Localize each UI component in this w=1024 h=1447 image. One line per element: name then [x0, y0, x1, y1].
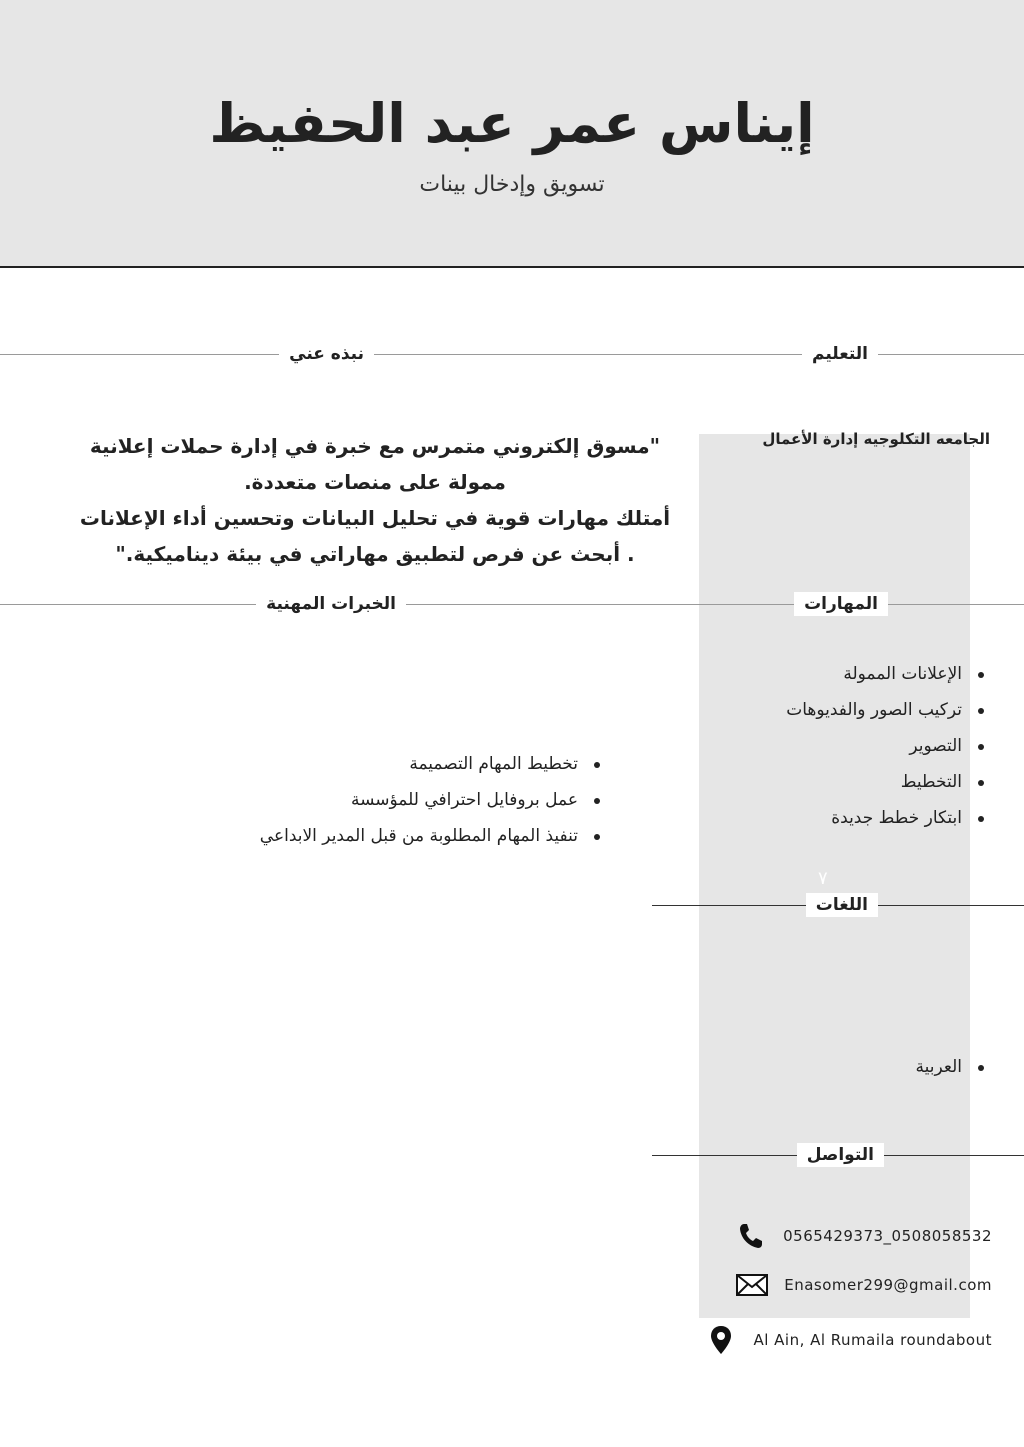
- contact-heading: التواصل: [797, 1143, 884, 1167]
- language-item: العربية: [916, 1049, 988, 1085]
- about-line: . أبحث عن فرص لتطبيق مهاراتي في بيئة ديناميكية.": [115, 542, 635, 566]
- decorative-mark: ٧: [818, 868, 828, 889]
- skill-item: التخطيط: [786, 764, 988, 800]
- education-entry: الجامعه التكلوجيه إدارة الأعمال: [762, 430, 990, 448]
- address: Al Ain, Al Rumaila roundabout: [753, 1331, 992, 1349]
- header-banner: [0, 0, 1024, 268]
- skill-item: التصوير: [786, 728, 988, 764]
- about-line: أمتلك مهارات قوية في تحليل البيانات وتحسين أداء الإعلانات: [79, 506, 671, 530]
- experience-item: عمل بروفايل احترافي للمؤسسة: [260, 782, 604, 818]
- job-title: تسويق وإدخال بينات: [419, 172, 605, 197]
- education-heading: التعليم: [802, 342, 878, 366]
- skills-list: [786, 656, 988, 836]
- envelope-icon: [736, 1269, 768, 1301]
- email-address[interactable]: Enasomer299@gmail.com: [784, 1276, 992, 1294]
- location-pin-icon: [705, 1324, 737, 1356]
- about-text: [40, 428, 710, 572]
- skills-heading: المهارات: [794, 592, 888, 616]
- experience-item: تنفيذ المهام المطلوبة من قبل المدير الابداعي: [260, 818, 604, 854]
- phone-icon: [735, 1220, 767, 1252]
- skill-item: ابتكار خطط جديدة: [786, 800, 988, 836]
- contact-email-row: [736, 1269, 992, 1301]
- experience-list: [260, 746, 604, 854]
- experience-heading: الخبرات المهنية: [256, 592, 406, 616]
- full-name: إيناس عمر عبد الحفيظ: [209, 92, 815, 155]
- skill-item: الإعلانات الممولة: [786, 656, 988, 692]
- about-line: ممولة على منصات متعددة.: [244, 470, 506, 494]
- sidebar-panel: [699, 434, 970, 1318]
- about-line: "مسوق إلكتروني متمرس مع خبرة في إدارة حملات إعلانية: [89, 434, 661, 458]
- skill-item: تركيب الصور والفديوهات: [786, 692, 988, 728]
- phone-number[interactable]: 0565429373_0508058532: [783, 1227, 992, 1245]
- experience-item: تخطيط المهام التصميمة: [260, 746, 604, 782]
- contact-address-row: [705, 1324, 992, 1356]
- languages-heading: اللغات: [806, 893, 878, 917]
- languages-list: [916, 1049, 988, 1085]
- about-heading: نبذه عني: [279, 342, 374, 366]
- contact-phone-row: [735, 1220, 992, 1252]
